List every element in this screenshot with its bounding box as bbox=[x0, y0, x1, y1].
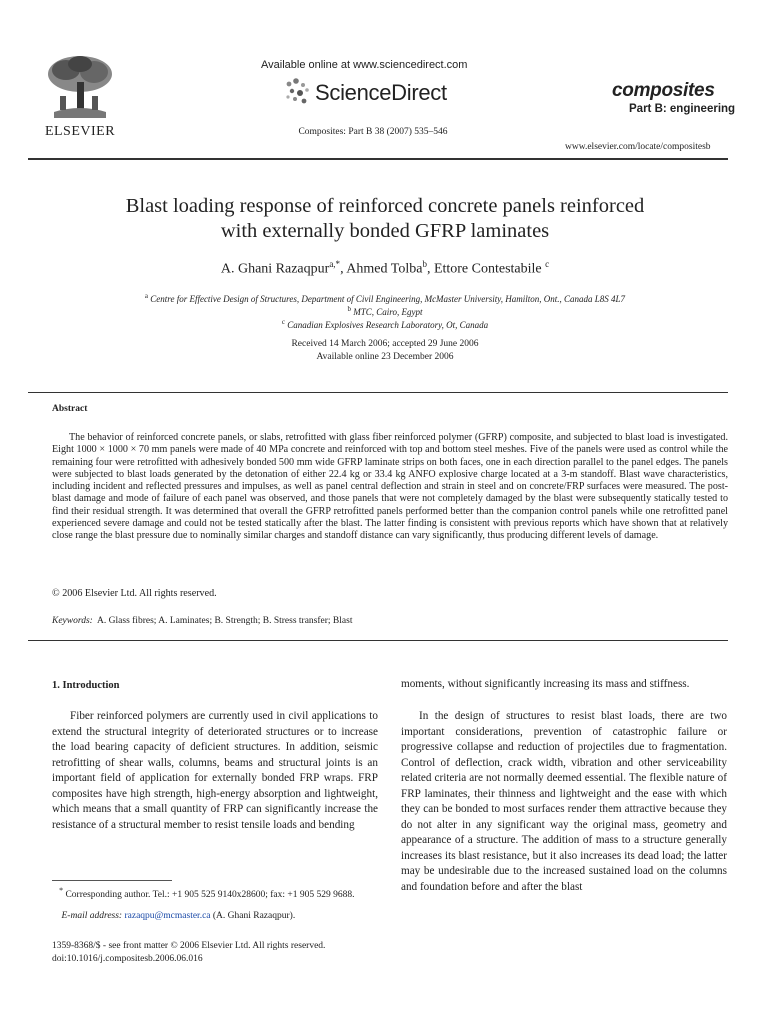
affiliation-marker: a bbox=[144, 292, 149, 300]
author-affiliation-marker: b bbox=[422, 259, 427, 269]
abstract-bottom-divider bbox=[28, 640, 728, 641]
journal-reference: Composites: Part B 38 (2007) 535–546 bbox=[298, 127, 448, 137]
sciencedirect-logo[interactable] bbox=[283, 74, 483, 114]
email-footnote bbox=[52, 910, 378, 923]
author-list bbox=[60, 259, 710, 278]
email-label: E-mail address: bbox=[61, 911, 123, 921]
affiliation-text: Centre for Effective Design of Structures, Department of Civil Engineering, McMaster University, Hamilton, Ont., Canada L8S 4L7 bbox=[150, 294, 626, 304]
affiliation-marker: b bbox=[347, 305, 352, 313]
journal-brand: composites bbox=[612, 80, 715, 101]
abstract-text: The behavior of reinforced concrete panels, or slabs, retrofitted with glass fiber reinforced polymer (GFRP) composite, and subjected to blast load is investigated. Eight 1000 × 1000 × 70 mm panels were made of 40 MPa concrete and reinforced with top and bottom steel meshes. Five of the panels were used as control while the remaining four were retrofitted with adhesively bonded 500 mm wide GFRP laminate strips on both faces, one in each direction parallel to the panel edges. The panels were subjected to blast loads generated by the detonation of either 22.4 kg or 33.4 kg ANFO explosive charge located at a 3-m standoff. Blast wave characteristics, including incident and reflected pressures and impulses, as well as panel central deflection and strain in steel and on concrete/FRP surfaces were measured. The post-blast damage and mode of failure of each panel was observed, and those panels that were not completely damaged by the blast were subsequently statically tested to find their residual strength. It was determined that overall the GFRP retrofitted panels performed better than the companion control panels while one retrofitted panel experienced severe damage and could not be tested statically after the blast. The latter finding is consistent with previous reports which have shown that at relatively close range the blast pressure due to nominally similar charges and standoff distance can vary significantly, thus producing different levels of damage. bbox=[52, 432, 728, 542]
sciencedirect-dots-icon bbox=[283, 76, 313, 110]
corresponding-footnote bbox=[52, 884, 378, 902]
online-date: Available online 23 December 2006 bbox=[316, 352, 454, 362]
intro-right-paragraph-1: moments, without significantly increasing its mass and stiffness. bbox=[401, 678, 690, 690]
author-name[interactable]: Ahmed Tolba bbox=[346, 261, 423, 277]
affiliation-marker: c bbox=[281, 318, 285, 326]
affiliation-b bbox=[60, 305, 710, 317]
author-separator: , bbox=[426, 261, 434, 277]
affiliation-c bbox=[60, 318, 710, 330]
keywords-list: A. Glass fibres; A. Laminates; B. Strength; B. Stress transfer; Blast bbox=[97, 616, 353, 626]
author-name[interactable]: Ettore Contestabile bbox=[433, 261, 542, 277]
bottom-info bbox=[52, 940, 325, 966]
elsevier-tree-icon bbox=[40, 52, 120, 122]
intro-right-paragraph-2: In the design of structures to resist blast loads, there are two important considerations, prevention of catastrophic failure or progressive collapse and reduction of projectiles due to fragmentation. Control of deflection, crack width, vibration and other serviceability related criteria are not normally deemed essential. The flexible nature of FRP laminates, their thinness and lightweight and the ease with which they can be bonded to most surfaces render them attractive because they do not alter in any significant way the original mass, geometry and appearance of a structure. The addition of mass to a structure generally increases its blast resistance, but it also increases its dead load; the latter may be undesirable due to the increased sustained load on the columns and foundation before and after the blast bbox=[401, 710, 727, 893]
issn-line: 1359-8368/$ - see front matter © 2006 Elsevier Ltd. All rights reserved. bbox=[52, 941, 326, 951]
affiliation-text: MTC, Cairo, Egypt bbox=[353, 307, 423, 317]
keywords bbox=[52, 616, 352, 626]
received-date: Received 14 March 2006; accepted 29 June 2006 bbox=[291, 339, 479, 349]
author-affiliation-marker: c bbox=[545, 259, 550, 269]
title-line-1: Blast loading response of reinforced concrete panels reinforced bbox=[125, 195, 645, 217]
footnote-marker: * bbox=[59, 886, 64, 895]
email-suffix: (A. Ghani Razaqpur). bbox=[212, 911, 296, 921]
journal-subtitle: Part B: engineering bbox=[629, 103, 736, 115]
article-title bbox=[60, 194, 710, 244]
author-name[interactable]: A. Ghani Razaqpur bbox=[220, 261, 330, 277]
abstract-top-divider bbox=[28, 392, 728, 393]
available-online-link[interactable]: Available online at www.sciencedirect.com bbox=[261, 59, 468, 71]
journal-url-link[interactable]: www.elsevier.com/locate/compositesb bbox=[565, 142, 711, 152]
keywords-label: Keywords: bbox=[52, 616, 93, 626]
section-heading: 1. Introduction bbox=[52, 680, 120, 691]
sciencedirect-wordmark: ScienceDirect bbox=[315, 80, 447, 105]
affiliation-a bbox=[60, 292, 710, 304]
doi-line[interactable]: doi:10.1016/j.compositesb.2006.06.016 bbox=[52, 954, 203, 964]
title-line-2: with externally bonded GFRP laminates bbox=[220, 220, 550, 242]
publisher-name: ELSEVIER bbox=[44, 124, 116, 139]
header-divider bbox=[28, 158, 728, 160]
author-separator: , bbox=[340, 261, 347, 277]
affiliation-text: Canadian Explosives Research Laboratory, Ot, Canada bbox=[287, 320, 489, 330]
footnote-divider bbox=[52, 880, 172, 881]
author-affiliation-marker: a,* bbox=[329, 259, 341, 269]
abstract-heading: Abstract bbox=[52, 404, 88, 414]
corresponding-text: Corresponding author. Tel.: +1 905 525 9140x28600; fax: +1 905 529 9688. bbox=[65, 890, 355, 901]
intro-left-paragraph: Fiber reinforced polymers are currently used in civil applications to extend the structural integrity of deteriorated structures or to increase the load bearing capacity of deficient structures. In addition, seismic retrofitting of shear walls, columns, beams and structural joints is an important field of application for externally bonded FRP wraps. FRP composites have high strength, high-energy absorption and lightweight, which means that a small quantity of FRP can significantly increase the resistance of a structural member to resist tensile loads and bending bbox=[52, 710, 378, 831]
abstract-copyright: © 2006 Elsevier Ltd. All rights reserved. bbox=[52, 588, 217, 599]
email-link[interactable]: razaqpu@mcmaster.ca bbox=[124, 911, 211, 921]
elsevier-logo bbox=[28, 50, 132, 142]
